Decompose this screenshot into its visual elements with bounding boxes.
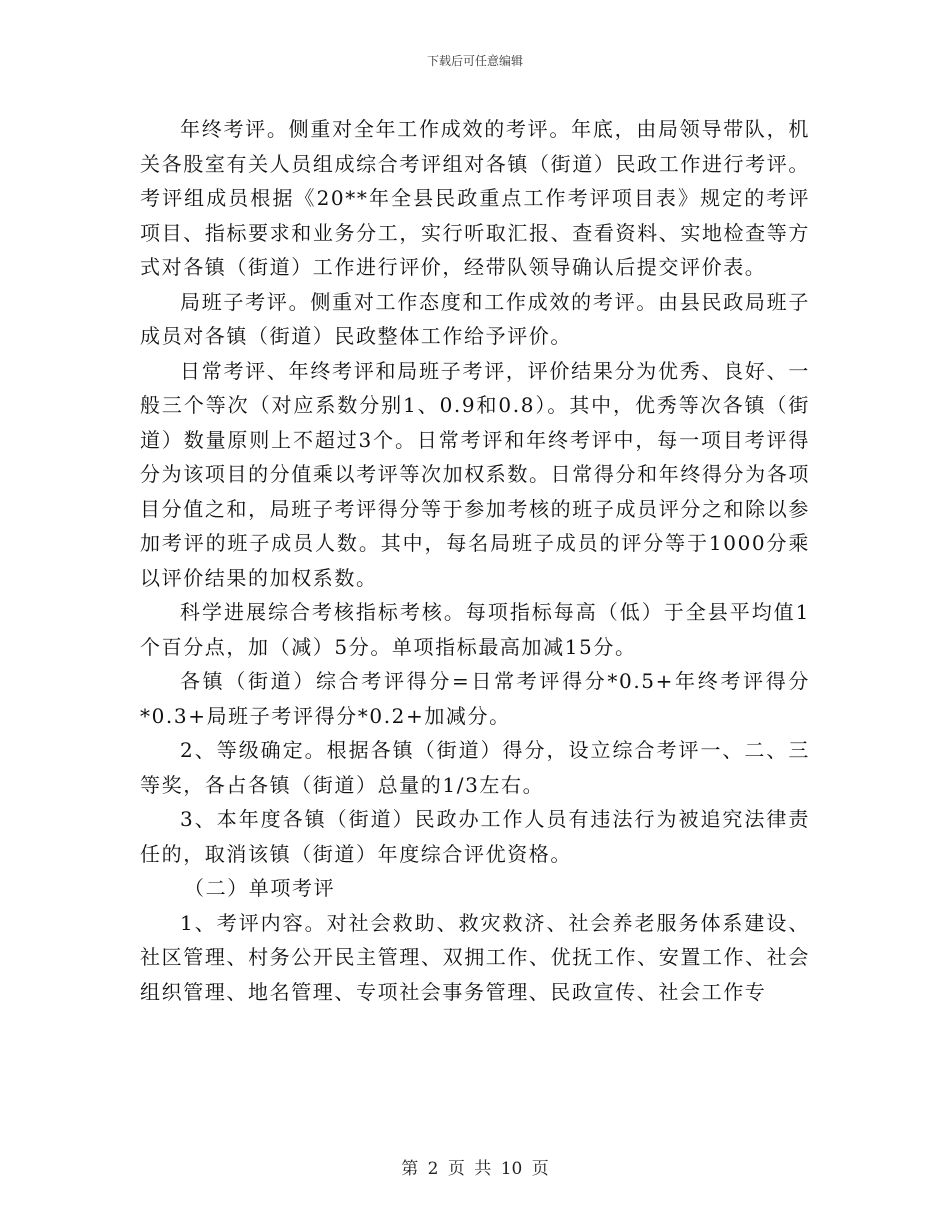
paragraph-leadership-review: 局班子考评。侧重对工作态度和工作成效的考评。由县民政局班子成员对各镇（街道）民政整体工作给予评价。: [140, 289, 810, 348]
paragraph-review-content: 1、考评内容。对社会救助、救灾救济、社会养老服务体系建设、社区管理、村务公开民主管理、双拥工作、优抚工作、安置工作、社会组织管理、地名管理、专项社会事务管理、民政宣传、社会工作专: [140, 910, 810, 1004]
paragraph-grade-determination: 2、等级确定。根据各镇（街道）得分，设立综合考评一、二、三等奖，各占各镇（街道）总量的1/3左右。: [140, 738, 810, 797]
paragraph-disqualification: 3、本年度各镇（街道）民政办工作人员有违法行为被追究法律责任的，取消该镇（街道）年度综合评优资格。: [140, 807, 810, 866]
paragraph-score-formula: 各镇（街道）综合考评得分=日常考评得分*0.5+年终考评得分*0.3+局班子考评得分*0.2+加减分。: [140, 669, 810, 728]
page-header: 下载后可任意编辑: [426, 54, 523, 68]
paragraph-indicator-assessment: 科学进展综合考核指标考核。每项指标每高（低）于全县平均值1个百分点，加（减）5分。单项指标最高加减15分。: [140, 600, 810, 659]
page-number: 第 2 页 共 10 页: [401, 1159, 549, 1179]
document-body: [140, 112, 810, 1009]
paragraph-year-end-review: 年终考评。侧重对全年工作成效的考评。年底，由局领导带队，机关各股室有关人员组成综合考评组对各镇（街道）民政工作进行考评。考评组成员根据《20**年全县民政重点工作考评项目表》规定的考评项目、指标要求和业务分工，实行听取汇报、查看资料、实地检查等方式对各镇（街道）工作进行评价，经带队领导确认后提交评价表。: [140, 117, 810, 279]
section-heading-single-review: （二）单项考评: [184, 876, 336, 900]
paragraph-rating-levels: 日常考评、年终考评和局班子考评，评价结果分为优秀、良好、一般三个等次（对应系数分别1、0.9和0.8）。其中，优秀等次各镇（街道）数量原则上不超过3个。日常考评和年终考评中，每一项目考评得分为该项目的分值乘以考评等次加权系数。日常得分和年终得分为各项目分值之和，局班子考评得分等于参加考核的班子成员评分之和除以参加考评的班子成员人数。其中，每名局班子成员的评分等于1000分乘以评价结果的加权系数。: [140, 358, 810, 590]
